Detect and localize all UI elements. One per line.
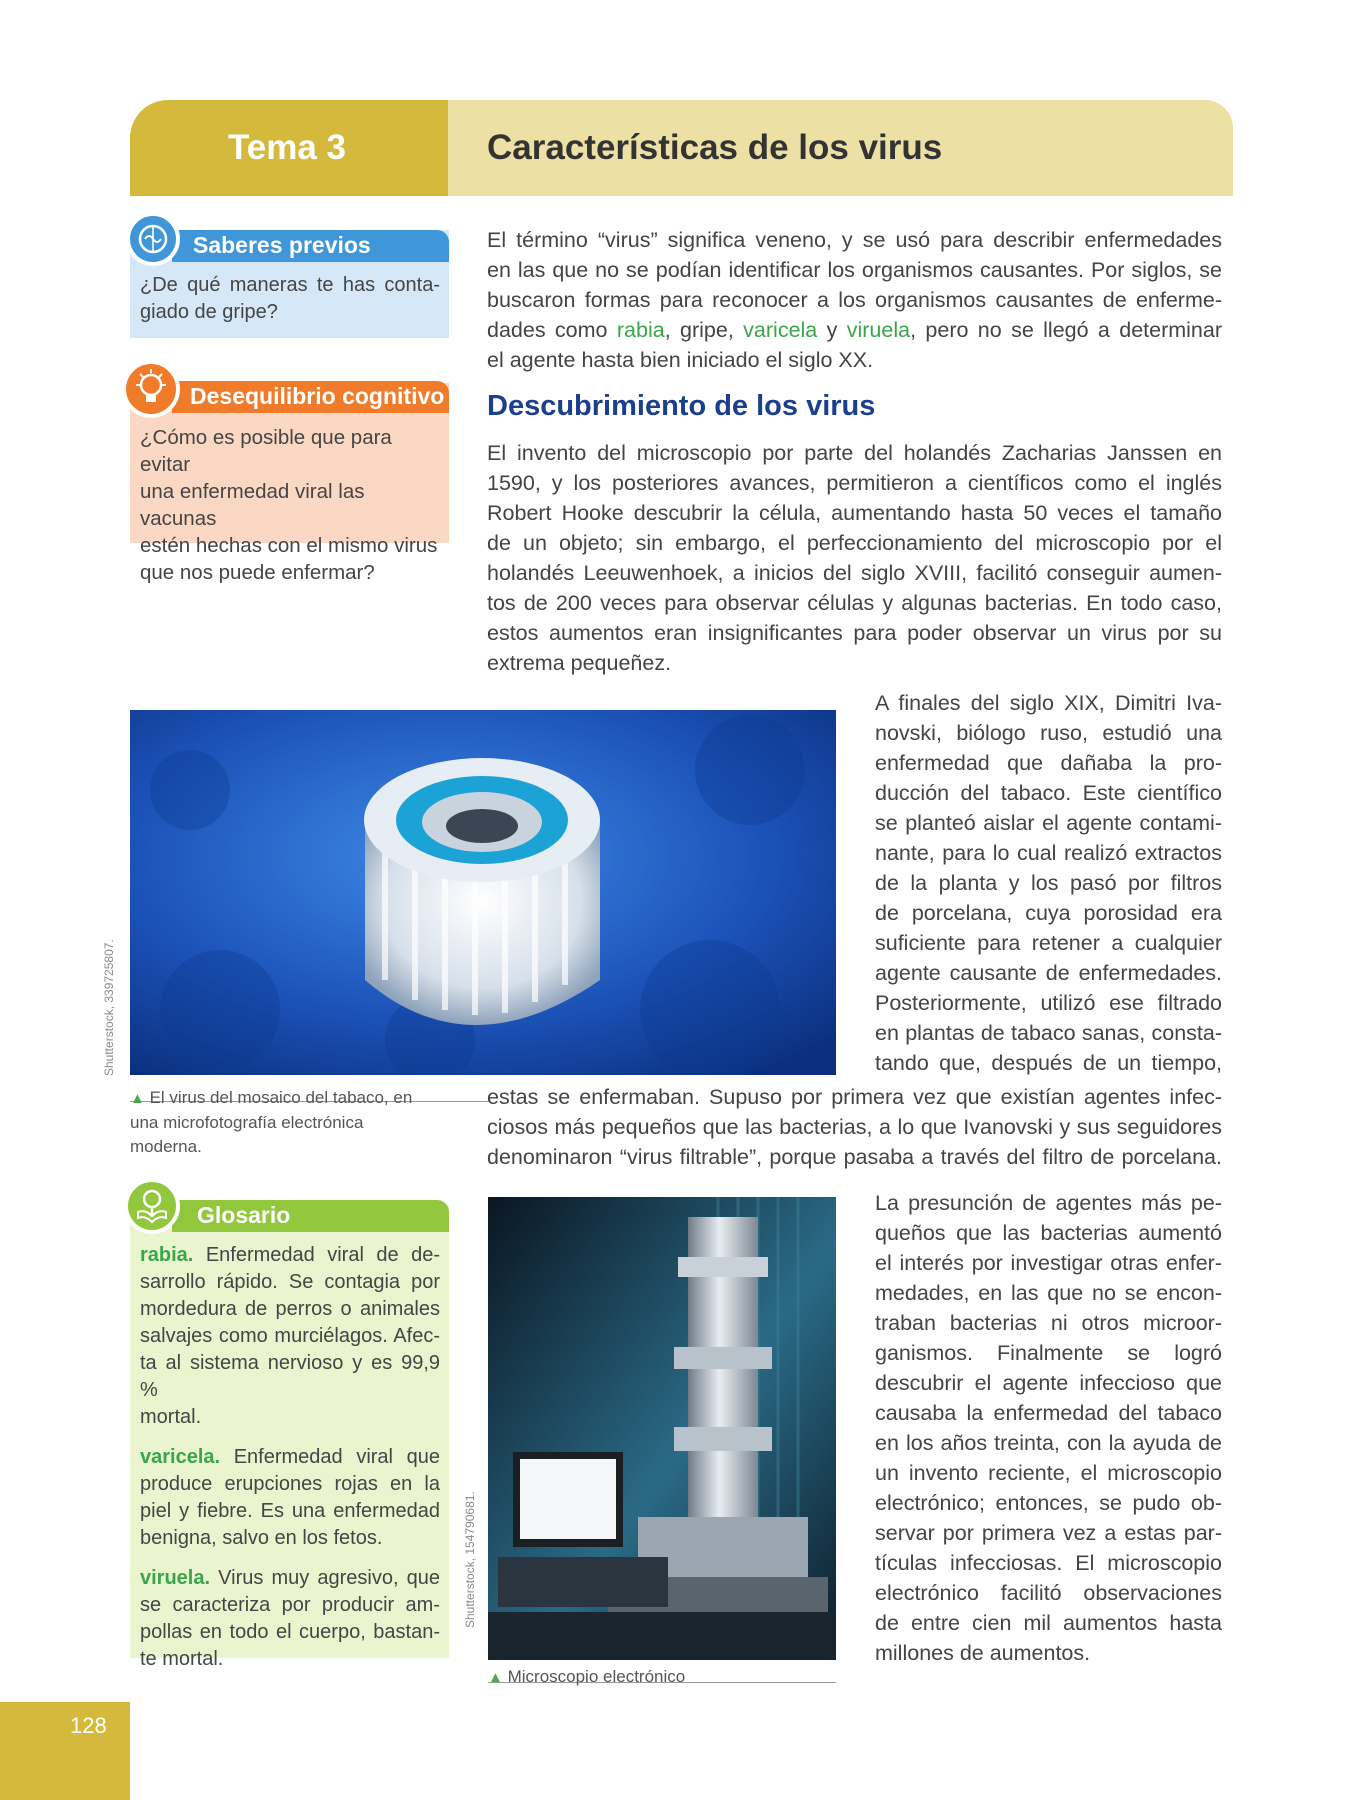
desequilibrio-text: [140, 424, 442, 586]
glosario-line: ta al sistema nervioso y es 99,9 %: [140, 1352, 440, 1401]
microscope-image-credit: Shutterstock, 154790681.: [463, 1491, 477, 1628]
p2-line: en plantas de tabaco sanas, consta-: [875, 1021, 1222, 1045]
p2-line: agente causante de enfermedades.: [875, 961, 1222, 985]
p3-line: el interés por investigar otras enfer-: [875, 1251, 1222, 1275]
term-rabia: rabia: [616, 318, 665, 342]
glosario-line: Virus muy agresivo, que: [210, 1567, 440, 1589]
p1-line: Robert Hooke descubrir la célula, aumentando hasta 50 veces el tamaño: [487, 501, 1222, 525]
glosario-line: salvajes como murciélagos. Afec-: [140, 1325, 440, 1347]
paragraph-ivanovski-continued: [487, 1082, 1222, 1172]
intro-text: , pero no se llegó a determinar: [910, 318, 1222, 342]
p1-line: estos aumentos eran insignificantes para poder observar un virus por su: [487, 621, 1222, 645]
topic-label: Tema 3: [228, 128, 347, 167]
virus-image-caption: [130, 1086, 430, 1159]
p2-line: Posteriormente, utilizó ese filtrado: [875, 991, 1222, 1015]
p3-line: queños que las bacterias aumentó: [875, 1221, 1222, 1245]
microscope-caption: [488, 1665, 685, 1690]
desequilibrio-line: que nos puede enfermar?: [140, 561, 375, 584]
p2-line: novski, biólogo ruso, estudió una: [875, 721, 1222, 745]
glosario-title: Glosario: [197, 1202, 291, 1228]
p3-line: La presunción de agentes más pe-: [875, 1191, 1222, 1215]
glosario-line: sarrollo rápido. Se contagia por: [140, 1271, 440, 1293]
p1-line: El invento del microscopio por parte del holandés Zacharias Janssen en: [487, 441, 1222, 465]
p2-line: tando que, después de un tiempo,: [875, 1051, 1222, 1075]
glosario-line: piel y fiebre. Es una enfermedad: [140, 1500, 440, 1522]
page-number: 128: [70, 1713, 107, 1738]
p3-line: medades, en las que no se encon-: [875, 1281, 1222, 1305]
p3-line: electrónico; entonces, se pudo ob-: [875, 1491, 1222, 1515]
page-title: Características de los virus: [487, 128, 943, 167]
caption-line: El virus del mosaico del tabaco, en: [149, 1088, 413, 1107]
glosario-line: produce erupciones rojas en la: [140, 1473, 440, 1495]
glosario-term: viruela.: [140, 1567, 211, 1589]
desequilibrio-line: una enfermedad viral las vacunas: [140, 480, 365, 530]
glosario-line: te mortal.: [140, 1648, 224, 1670]
p2-line: ducción del tabaco. Este científico: [875, 781, 1222, 805]
p2-line: suficiente para retener a cualquier: [875, 931, 1222, 955]
p2-line: nante, para lo cual realizó extractos: [875, 841, 1222, 865]
glosario-entries: [140, 1242, 440, 1673]
paragraph-ivanovski: [875, 688, 1222, 1078]
caption-line: moderna.: [130, 1137, 202, 1156]
glosario-line: mortal.: [140, 1406, 202, 1428]
glosario-line: se caracteriza por producir am-: [140, 1594, 440, 1616]
p1-line: extrema pequeñez.: [487, 651, 672, 675]
intro-line: El término “virus” significa veneno, y se usó para describir enfermedades: [487, 228, 1222, 252]
glosario-entry-rabia: [140, 1242, 440, 1431]
p3-line: millones de aumentos.: [875, 1641, 1091, 1665]
intro-text: y: [817, 318, 847, 342]
term-viruela: viruela: [846, 318, 911, 342]
saberes-previos-title: Saberes previos: [193, 232, 371, 258]
p2-line: ciosos más pequeños que las bacterias, a lo que Ivanovski y sus seguidores: [487, 1115, 1222, 1139]
intro-line: buscaron formas para reconocer a los organismos causantes de enferme-: [487, 288, 1222, 312]
glosario-line: mordedura de perros o animales: [140, 1298, 440, 1320]
book-lens-icon: [124, 1178, 180, 1234]
glosario-term: rabia.: [140, 1244, 194, 1266]
p2-line: estas se enfermaban. Supuso por primera vez que existían agentes infec-: [487, 1085, 1222, 1109]
intro-line: en las que no se podían identificar los organismos causantes. Por siglos, se: [487, 258, 1222, 282]
p3-line: tículas infecciosas. El microscopio: [875, 1551, 1222, 1575]
caption-line: una microfotografía electrónica: [130, 1113, 364, 1132]
intro-line: [487, 315, 1222, 345]
glosario-term: varicela.: [140, 1446, 221, 1468]
lightbulb-icon: [122, 360, 180, 418]
saberes-line: ¿De qué maneras te has conta-: [140, 274, 440, 296]
glosario-line: pollas en todo el cuerpo, bastan-: [140, 1621, 440, 1643]
glosario-entry-viruela: [140, 1565, 440, 1673]
virus-image-credit: Shutterstock, 339725807.: [102, 939, 116, 1076]
intro-line: el agente hasta bien iniciado el siglo XX.: [487, 348, 874, 372]
p2-line: denominaron “virus filtrable”, porque pasaba a través del filtro de porcelana.: [487, 1145, 1222, 1169]
p3-line: electrónico facilitó observaciones: [875, 1581, 1222, 1605]
paragraph-electron-microscope: [875, 1188, 1222, 1668]
virus-image: [130, 710, 836, 1075]
caption-text: Microscopio electrónico: [507, 1667, 686, 1686]
p1-line: tos de 200 veces para observar células y algunas bacterias. En todo caso,: [487, 591, 1222, 615]
saberes-previos-text: [140, 272, 440, 326]
p1-line: 1590, y los posteriores avances, permitieron a científicos como el inglés: [487, 471, 1222, 495]
desequilibrio-line: estén hechas con el mismo virus: [140, 534, 438, 557]
p2-line: A finales del siglo XIX, Dimitri Iva-: [875, 691, 1222, 715]
term-varicela: varicela: [743, 318, 818, 342]
brain-icon: [126, 212, 180, 266]
caption-triangle-icon: ▲: [130, 1090, 145, 1107]
p2-line: se planteó aislar el agente contami-: [875, 811, 1222, 835]
intro-paragraph: [487, 225, 1222, 375]
intro-text: dades como: [487, 318, 617, 342]
page-number-band: [0, 1702, 130, 1800]
p3-line: traban bacterias ni otros microor-: [875, 1311, 1222, 1335]
p2-line: de porcelana, cuya porosidad era: [875, 901, 1222, 925]
p2-line: de la planta y los pasó por filtros: [875, 871, 1222, 895]
glosario-line: Enfermedad viral de de-: [193, 1244, 440, 1266]
desequilibrio-line: ¿Cómo es posible que para evitar: [140, 426, 392, 476]
p3-line: descubrir el agente infeccioso que: [875, 1371, 1222, 1395]
saberes-line: giado de gripe?: [140, 301, 278, 323]
p1-line: de un objeto; sin embargo, el perfeccionamiento del microscopio por el: [487, 531, 1222, 555]
p3-line: ganismos. Finalmente se logró: [875, 1341, 1222, 1365]
caption-triangle-icon: ▲: [488, 1669, 503, 1686]
glosario-entry-varicela: [140, 1444, 440, 1552]
p2-line: enfermedad que dañaba la pro-: [875, 751, 1222, 775]
p3-line: servar por primera vez a estas par-: [875, 1521, 1222, 1545]
p1-line: holandés Leeuwenhoek, a inicios del siglo XVIII, facilitó conseguir aumen-: [487, 561, 1222, 585]
p3-line: causaba la enfermedad del tabaco: [875, 1401, 1222, 1425]
p3-line: en los años treinta, con la ayuda de: [875, 1431, 1222, 1455]
p3-line: de entre cien mil aumentos hasta: [875, 1611, 1222, 1635]
p3-line: un invento reciente, el microscopio: [875, 1461, 1222, 1485]
section-heading: Descubrimiento de los virus: [487, 390, 876, 422]
intro-text: , gripe,: [664, 318, 744, 342]
glosario-line: benigna, salvo en los fetos.: [140, 1527, 383, 1549]
electron-microscope-image: [488, 1197, 836, 1660]
glosario-line: Enfermedad viral que: [220, 1446, 440, 1468]
paragraph-microscope-history: [487, 438, 1222, 678]
desequilibrio-title: Desequilibrio cognitivo: [190, 383, 445, 409]
